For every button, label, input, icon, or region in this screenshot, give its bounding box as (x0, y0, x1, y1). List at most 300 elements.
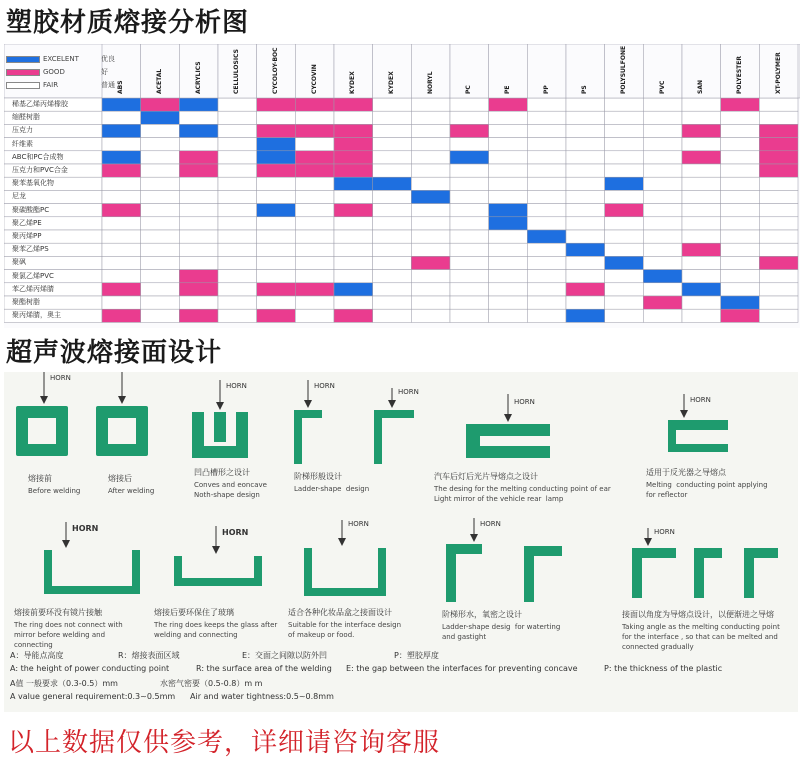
compatibility-cell (257, 190, 296, 203)
compatibility-cell (643, 124, 682, 137)
compatibility-cell (450, 309, 489, 322)
compatibility-cell (218, 230, 257, 243)
compatibility-cell (566, 217, 605, 230)
compatibility-cell (295, 124, 334, 137)
compatibility-cell (566, 190, 605, 203)
compatibility-cell (721, 217, 760, 230)
compatibility-cell (334, 190, 373, 203)
compatibility-cell (218, 256, 257, 269)
compatibility-cell (489, 151, 528, 164)
compatibility-cell (643, 111, 682, 124)
compatibility-cell (102, 190, 141, 203)
compatibility-cell (411, 164, 450, 177)
compatibility-cell (605, 243, 644, 256)
compatibility-cell (527, 177, 566, 190)
compatibility-cell (102, 243, 141, 256)
compatibility-cell (721, 164, 760, 177)
figure-caption-cn: 接面以角度为导熔点设计，以便渐进之导熔 (622, 610, 774, 619)
compatibility-cell (759, 283, 798, 296)
compatibility-cell (605, 111, 644, 124)
legend-fair-swatch (6, 82, 40, 89)
compatibility-cell (179, 124, 218, 137)
figure-caption-cn: 熔接后 (108, 474, 132, 483)
compatibility-cell (721, 270, 760, 283)
compatibility-cell (759, 309, 798, 322)
compatibility-cell (257, 151, 296, 164)
fig-ladder-part-b (374, 410, 414, 464)
compatibility-cell (334, 283, 373, 296)
material-column-label: PVC (658, 80, 666, 94)
compatibility-cell (411, 256, 450, 269)
compatibility-cell (218, 204, 257, 217)
horn-label: HORN (348, 520, 369, 528)
compatibility-cell (682, 111, 721, 124)
compatibility-cell (102, 230, 141, 243)
compatibility-cell (179, 164, 218, 177)
compatibility-cell (489, 217, 528, 230)
compatibility-cell (218, 296, 257, 309)
compatibility-cell (643, 138, 682, 151)
compatibility-cell (527, 243, 566, 256)
compatibility-cell (450, 270, 489, 283)
compatibility-cell (721, 283, 760, 296)
compatibility-cell (179, 177, 218, 190)
figure-caption-cn: 凹凸槽形之设计 (194, 468, 250, 477)
compatibility-cell (102, 111, 141, 124)
compatibility-cell (179, 270, 218, 283)
legend-fair-en: FAIR (43, 81, 59, 89)
compatibility-cell (218, 190, 257, 203)
material-column-label: KYDEX (388, 71, 395, 94)
compatibility-cell (218, 138, 257, 151)
compatibility-cell (605, 138, 644, 151)
compatibility-cell (450, 164, 489, 177)
compatibility-cell (721, 151, 760, 164)
compatibility-cell (450, 138, 489, 151)
compatibility-cell (566, 124, 605, 137)
compatibility-cell (257, 309, 296, 322)
compatibility-cell (373, 270, 412, 283)
compatibility-cell (566, 111, 605, 124)
compatibility-cell (489, 177, 528, 190)
compatibility-cell (179, 296, 218, 309)
compatibility-cell (179, 151, 218, 164)
note-r-en: R: the surface area of the welding (196, 664, 332, 673)
material-column-label: PE (504, 85, 511, 94)
compatibility-cell (334, 296, 373, 309)
material-row-label: 缩醛树脂 (12, 113, 40, 122)
compatibility-cell (605, 124, 644, 137)
compatibility-cell (759, 124, 798, 137)
compatibility-cell (450, 190, 489, 203)
legend-excellent-swatch (6, 56, 40, 63)
compatibility-cell (605, 98, 644, 111)
compatibility-cell (179, 111, 218, 124)
compatibility-cell (411, 177, 450, 190)
compatibility-cell (295, 177, 334, 190)
compatibility-cell (682, 283, 721, 296)
figure-caption-cn: 阶梯形水，氧密之设计 (442, 610, 522, 619)
compatibility-cell (295, 296, 334, 309)
note-e-cn: E：交面之间隙以防外凹 (242, 651, 328, 660)
compatibility-cell (257, 164, 296, 177)
legend-excellent-en: EXCELENT (43, 55, 79, 63)
material-column-label: PC (465, 85, 473, 94)
compatibility-cell (605, 230, 644, 243)
compatibility-cell (334, 138, 373, 151)
compatibility-cell (334, 270, 373, 283)
compatibility-cell (141, 151, 180, 164)
compatibility-cell (218, 283, 257, 296)
compatibility-cell (527, 164, 566, 177)
compatibility-cell (566, 204, 605, 217)
figure-caption-en: Ladder-shape desig for waterting and gastight (442, 623, 561, 641)
material-column-label: ACRYLICS (194, 61, 202, 94)
compatibility-cell (334, 151, 373, 164)
compatibility-cell (682, 164, 721, 177)
compatibility-cell (141, 124, 180, 137)
compatibility-cell (141, 164, 180, 177)
figure-caption-cn: 熔接后要环保住了玻璃 (154, 608, 234, 617)
material-column-label: PP (542, 85, 550, 94)
compatibility-cell (643, 98, 682, 111)
compatibility-cell (411, 204, 450, 217)
compatibility-cell (141, 256, 180, 269)
compatibility-cell (682, 151, 721, 164)
material-row-label: 稀基乙烯丙烯橡胶 (12, 100, 68, 108)
figure-caption-en: Conves and eoncave Noth-shape design (194, 481, 267, 499)
compatibility-cell (682, 217, 721, 230)
compatibility-cell (605, 256, 644, 269)
material-row-label: 压克力和PVC合金 (12, 166, 68, 174)
compatibility-cell (411, 230, 450, 243)
compatibility-cell (605, 309, 644, 322)
compatibility-cell (527, 283, 566, 296)
figure-caption-en: After welding (108, 487, 155, 495)
compatibility-cell (605, 283, 644, 296)
compatibility-cell (373, 243, 412, 256)
compatibility-cell (411, 111, 450, 124)
compatibility-cell (102, 270, 141, 283)
compatibility-cell (721, 296, 760, 309)
compatibility-cell (373, 98, 412, 111)
material-column-label: PS (581, 85, 589, 94)
compatibility-cell (179, 256, 218, 269)
compatibility-cell (257, 230, 296, 243)
compatibility-cell (334, 217, 373, 230)
compatibility-cell (605, 190, 644, 203)
compatibility-cell (334, 309, 373, 322)
compatibility-cell (489, 296, 528, 309)
note-p-en: P: the thickness of the plastic (604, 664, 723, 673)
compatibility-cell (218, 309, 257, 322)
compatibility-cell (295, 190, 334, 203)
compatibility-cell (411, 190, 450, 203)
compatibility-cell (450, 230, 489, 243)
note-a-cn: A：导能点高度 (10, 651, 64, 660)
compatibility-cell (179, 243, 218, 256)
compatibility-cell (682, 243, 721, 256)
figure-caption-cn: 熔接前要环没有镜片接触 (14, 608, 102, 617)
compatibility-cell (721, 124, 760, 137)
material-row-label: 聚丙烯PP (12, 232, 42, 240)
material-row-label: 压克力 (12, 126, 33, 135)
compatibility-cell (759, 151, 798, 164)
compatibility-cell (643, 256, 682, 269)
compatibility-cell (450, 217, 489, 230)
compatibility-cell (218, 124, 257, 137)
horn-label: HORN (690, 396, 711, 404)
fig-reflector-part (668, 420, 728, 452)
material-row-label: 尼龙 (12, 192, 26, 201)
compatibility-cell (721, 138, 760, 151)
compatibility-cell (295, 243, 334, 256)
compatibility-cell (295, 230, 334, 243)
compatibility-cell (643, 230, 682, 243)
compatibility-cell (566, 309, 605, 322)
compatibility-cell (759, 204, 798, 217)
compatibility-cell (527, 124, 566, 137)
compatibility-cell (605, 151, 644, 164)
compatibility-cell (682, 190, 721, 203)
compatibility-cell (682, 177, 721, 190)
ultrasonic-diagram (4, 372, 798, 712)
compatibility-cell (411, 309, 450, 322)
fig-ring-after-part (174, 556, 262, 586)
compatibility-cell (605, 164, 644, 177)
compatibility-cell (721, 243, 760, 256)
compatibility-cell (682, 296, 721, 309)
compatibility-cell (759, 256, 798, 269)
compatibility-cell (450, 283, 489, 296)
figure-caption-cn: 适合各种化妆品盒之接面设计 (288, 608, 392, 617)
material-column-label: ABS (117, 80, 125, 94)
compatibility-cell (257, 270, 296, 283)
compatibility-cell (489, 243, 528, 256)
compatibility-cell (334, 164, 373, 177)
material-row-label: 纤维素 (12, 139, 33, 148)
material-column-label: ACETAL (156, 68, 163, 94)
compatibility-cell (489, 190, 528, 203)
compatibility-cell (373, 217, 412, 230)
material-row-label: 聚丙烯腈，奥主 (12, 311, 61, 320)
analysis-title: 塑胶材质熔接分析图 (6, 8, 250, 38)
compatibility-cell (373, 204, 412, 217)
note-water-value-cn: 水密气密要（0.5-0.8）m m (160, 679, 263, 688)
compatibility-cell (179, 138, 218, 151)
compatibility-cell (257, 256, 296, 269)
compatibility-cell (527, 98, 566, 111)
compatibility-cell (411, 138, 450, 151)
compatibility-cell (257, 177, 296, 190)
compatibility-cell (527, 138, 566, 151)
compatibility-cell (102, 98, 141, 111)
compatibility-cell (566, 256, 605, 269)
compatibility-cell (141, 270, 180, 283)
compatibility-cell (450, 296, 489, 309)
compatibility-cell (141, 296, 180, 309)
compatibility-cell (527, 230, 566, 243)
note-a-en: A: the height of power conducting point (10, 664, 170, 673)
compatibility-cell (566, 164, 605, 177)
compatibility-cell (759, 243, 798, 256)
material-column-label: CYCOLOY-BOC (272, 47, 279, 94)
compatibility-cell (450, 111, 489, 124)
compatibility-cell (218, 177, 257, 190)
figure-caption-en: The ring does keeps the glass after welding and connecting (154, 621, 278, 639)
compatibility-cell (489, 124, 528, 137)
compatibility-cell (373, 283, 412, 296)
compatibility-cell (141, 138, 180, 151)
figure-caption-cn: 阶梯形般设计 (294, 472, 342, 481)
material-row-label: ABC和PC合成物 (12, 152, 64, 161)
compatibility-cell (334, 111, 373, 124)
compatibility-cell (218, 151, 257, 164)
compatibility-cell (450, 177, 489, 190)
compatibility-cell (605, 217, 644, 230)
compatibility-cell (759, 230, 798, 243)
ultrasonic-title: 超声波熔接面设计 (6, 338, 223, 368)
compatibility-cell (721, 256, 760, 269)
compatibility-cell (682, 204, 721, 217)
compatibility-cell (411, 124, 450, 137)
compatibility-cell (373, 177, 412, 190)
compatibility-cell (373, 296, 412, 309)
compatibility-cell (141, 217, 180, 230)
fig-rear-lamp-part (466, 424, 550, 458)
compatibility-cell (141, 230, 180, 243)
compatibility-cell (179, 217, 218, 230)
compatibility-cell (218, 243, 257, 256)
compatibility-cell (489, 230, 528, 243)
material-row-label: 聚酯树脂 (12, 298, 40, 306)
compatibility-cell (450, 151, 489, 164)
compatibility-cell (102, 124, 141, 137)
compatibility-cell (566, 138, 605, 151)
compatibility-cell (373, 151, 412, 164)
compatibility-cell (643, 151, 682, 164)
compatibility-cell (682, 138, 721, 151)
compatibility-cell (373, 138, 412, 151)
compatibility-cell (643, 190, 682, 203)
compatibility-cell (527, 296, 566, 309)
compatibility-cell (643, 283, 682, 296)
compatibility-cell (334, 124, 373, 137)
fig-angle-part-a (632, 548, 676, 598)
compatibility-cell (373, 190, 412, 203)
figure-caption-en: The ring does not connect with mirror before welding and connecting (14, 621, 123, 649)
compatibility-cell (605, 296, 644, 309)
compatibility-cell (682, 124, 721, 137)
note-p-cn: P：塑胶厚度 (394, 651, 439, 660)
compatibility-cell (257, 124, 296, 137)
compatibility-cell (141, 283, 180, 296)
material-column-label: NORYL (426, 71, 434, 94)
compatibility-cell (257, 283, 296, 296)
compatibility-cell (334, 98, 373, 111)
compatibility-cell (489, 270, 528, 283)
compatibility-cell (450, 124, 489, 137)
horn-label: HORN (226, 382, 247, 390)
compatibility-cell (643, 270, 682, 283)
horn-label: HORN (314, 382, 335, 390)
compatibility-cell (450, 204, 489, 217)
compatibility-cell (411, 270, 450, 283)
compatibility-cell (295, 151, 334, 164)
compatibility-cell (334, 243, 373, 256)
compatibility-cell (179, 190, 218, 203)
compatibility-cell (141, 204, 180, 217)
compatibility-cell (450, 98, 489, 111)
material-row-label: 苯乙烯丙烯腈 (12, 284, 54, 293)
compatibility-cell (102, 217, 141, 230)
figure-caption-en: Before welding (28, 487, 81, 495)
compatibility-cell (759, 111, 798, 124)
compatibility-cell (218, 98, 257, 111)
horn-label: HORN (654, 528, 675, 536)
compatibility-cell (489, 98, 528, 111)
compatibility-cell (257, 98, 296, 111)
compatibility-cell (102, 151, 141, 164)
compatibility-cell (334, 230, 373, 243)
material-column-label: SAN (697, 80, 705, 94)
fig-ring-before-part (44, 550, 140, 594)
figure-caption-en: The desing for the melting conducting point of ear Light mirror of the vehicle rear lamp (434, 485, 611, 503)
compatibility-cell (643, 204, 682, 217)
compatibility-cell (527, 151, 566, 164)
compatibility-cell (643, 217, 682, 230)
legend-fair (6, 80, 115, 90)
figure-caption-cn: 适用于反光器之导熔点 (646, 468, 726, 477)
compatibility-cell (295, 256, 334, 269)
compatibility-cell (141, 190, 180, 203)
figure-caption-en: Taking angle as the melting conducting point for the interface , so that can be melted and connected gradually (622, 623, 780, 651)
compatibility-cell (489, 111, 528, 124)
compatibility-cell (295, 98, 334, 111)
compatibility-cell (605, 204, 644, 217)
compatibility-cell (141, 177, 180, 190)
compatibility-cell (373, 230, 412, 243)
compatibility-cell (489, 256, 528, 269)
material-row-label: 聚碳酸酯PC (12, 205, 50, 214)
horn-label: HORN (514, 398, 535, 406)
compatibility-cell (759, 296, 798, 309)
horn-label: HORN (50, 374, 71, 382)
compatibility-cell (295, 138, 334, 151)
figure-caption-en: Melting conducting point applying for reflector (646, 481, 768, 499)
compatibility-cell (102, 138, 141, 151)
compatibility-cell (721, 309, 760, 322)
compatibility-cell (759, 190, 798, 203)
compatibility-cell (759, 164, 798, 177)
compatibility-cell (218, 217, 257, 230)
horn-label: HORN (480, 520, 501, 528)
compatibility-cell (334, 204, 373, 217)
note-water-value-en: Air and water tightness:0.5~0.8mm (190, 692, 334, 701)
compatibility-cell (141, 309, 180, 322)
compatibility-chart (4, 44, 800, 328)
compatibility-cell (102, 177, 141, 190)
compatibility-cell (102, 204, 141, 217)
compatibility-cell (489, 164, 528, 177)
compatibility-cell (450, 243, 489, 256)
compatibility-cell (527, 190, 566, 203)
compatibility-cell (257, 111, 296, 124)
figure-caption-en: Ladder-shape design (294, 485, 370, 493)
compatibility-cell (179, 204, 218, 217)
compatibility-cell (605, 270, 644, 283)
compatibility-cell (643, 164, 682, 177)
